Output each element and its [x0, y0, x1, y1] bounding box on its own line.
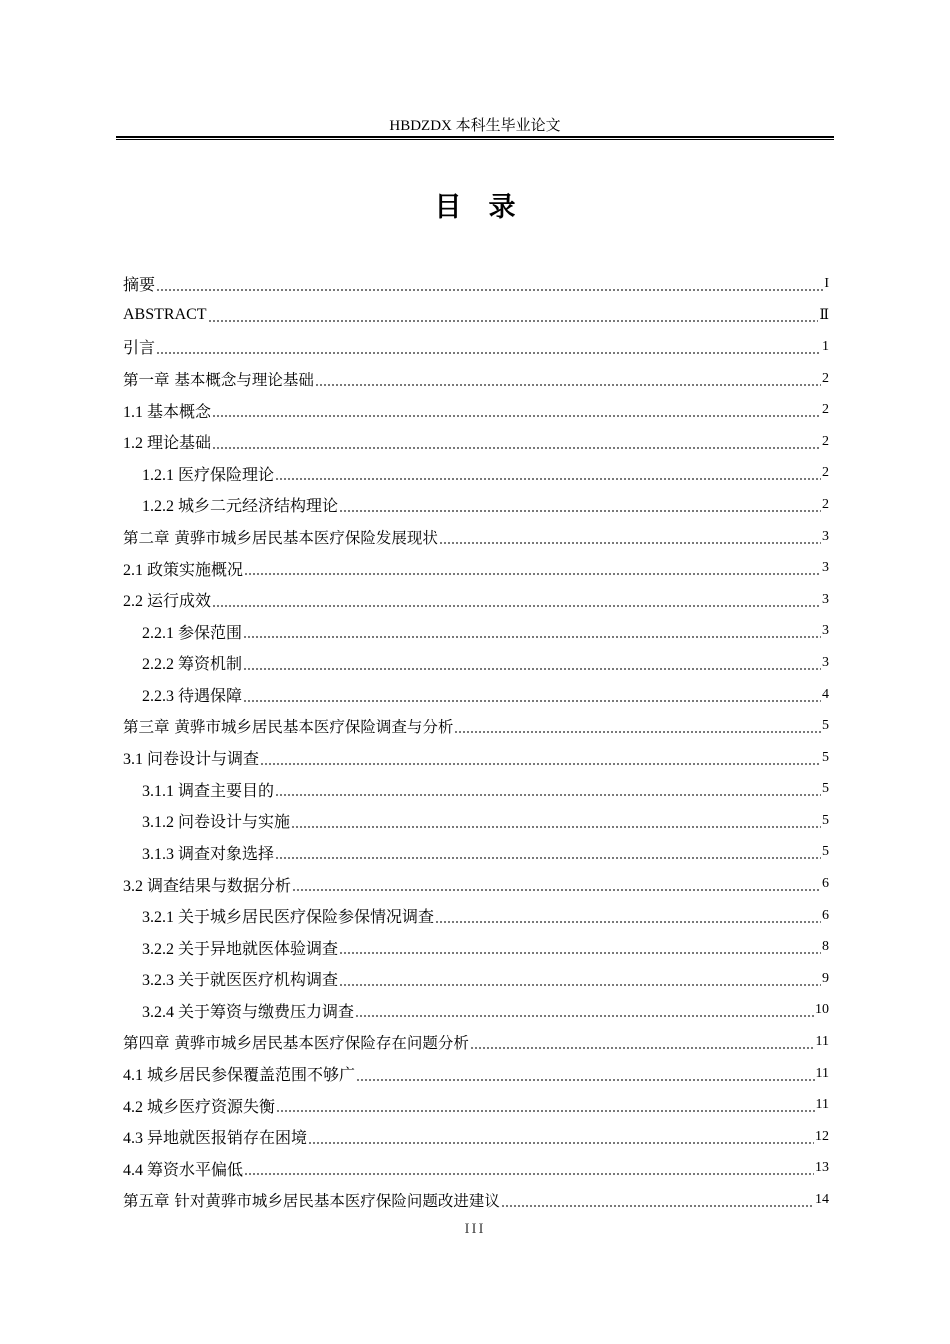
toc-entry-label: 3.2.2 关于异地就医体验调查: [142, 940, 339, 958]
toc-entry-label: 第五章 针对黄骅市城乡居民基本医疗保险问题改进建议: [123, 1192, 500, 1211]
toc-entry-page: 2: [822, 402, 829, 418]
toc-leader-dots: [276, 1096, 815, 1114]
toc-entry[interactable]: [123, 426, 829, 458]
toc-entry-label: 3.2.3 关于就医医疗机构调查: [142, 972, 339, 990]
toc-entry[interactable]: [123, 331, 829, 363]
toc-entry-label: 4.3 异地就医报销存在困境: [123, 1130, 308, 1148]
toc-entry-label: 第四章 黄骅市城乡居民基本医疗保险存在问题分析: [123, 1034, 469, 1053]
page-title: 目 录: [434, 192, 516, 223]
toc-entry-label: 第三章 黄骅市城乡居民基本医疗保险调查与分析: [123, 718, 454, 737]
toc-leader-dots: [439, 528, 821, 546]
toc-entry-page: 5: [822, 718, 829, 734]
toc-leader-dots: [208, 306, 819, 324]
toc-entry[interactable]: [123, 837, 829, 869]
toc-entry-page: 13: [815, 1160, 829, 1176]
toc-entry-label: 3.1.1 调查主要目的: [142, 782, 275, 800]
toc-entry-page: 11: [815, 1034, 829, 1050]
header-rule-thick: [116, 136, 834, 138]
toc-entry-page: 5: [822, 781, 829, 797]
toc-entry-label: 3.2 调查结果与数据分析: [123, 877, 292, 895]
toc-entry-page: 6: [822, 907, 829, 923]
toc-entry[interactable]: [123, 616, 829, 648]
toc-entry[interactable]: [123, 1184, 829, 1216]
toc-entry[interactable]: [123, 900, 829, 932]
toc-leader-dots: [156, 338, 821, 356]
toc-leader-dots: [156, 275, 823, 293]
toc-entry-page: I: [824, 275, 829, 291]
toc-entry-page: 3: [822, 654, 829, 670]
toc-entry[interactable]: [123, 963, 829, 995]
toc-entry[interactable]: [123, 584, 829, 616]
toc-leader-dots: [292, 875, 821, 893]
toc-leader-dots: [501, 1191, 814, 1209]
toc-entry-label: 引言: [123, 340, 156, 358]
toc-entry[interactable]: [123, 1089, 829, 1121]
table-of-contents: [123, 268, 829, 1216]
toc-entry-page: 9: [822, 970, 829, 986]
toc-entry[interactable]: [123, 394, 829, 426]
toc-entry[interactable]: [123, 1058, 829, 1090]
toc-entry[interactable]: [123, 805, 829, 837]
toc-entry-page: 5: [822, 749, 829, 765]
toc-leader-dots: [212, 591, 821, 609]
toc-leader-dots: [212, 401, 821, 419]
toc-leader-dots: [470, 1033, 815, 1051]
toc-entry-label: 2.2.3 待遇保障: [142, 688, 243, 706]
toc-entry-page: 11: [815, 1097, 829, 1113]
toc-entry-label: 1.1 基本概念: [123, 403, 212, 421]
toc-entry[interactable]: [123, 300, 829, 332]
toc-leader-dots: [339, 938, 821, 956]
toc-leader-dots: [339, 970, 821, 988]
toc-entry-label: 3.1.2 问卷设计与实施: [142, 814, 291, 832]
toc-entry-page: 2: [822, 465, 829, 481]
toc-entry-label: 2.2.1 参保范围: [142, 624, 243, 642]
toc-entry-label: 4.1 城乡居民参保覆盖范围不够广: [123, 1067, 356, 1085]
toc-entry-label: 2.2.2 筹资机制: [142, 656, 243, 674]
toc-entry-page: 11: [815, 1065, 829, 1081]
toc-leader-dots: [315, 370, 821, 388]
toc-entry-page: 8: [822, 939, 829, 955]
toc-entry-label: 3.2.1 关于城乡居民医疗保险参保情况调查: [142, 909, 435, 927]
toc-entry-page: 3: [822, 591, 829, 607]
toc-entry[interactable]: [123, 679, 829, 711]
toc-leader-dots: [355, 1001, 814, 1019]
toc-entry-page: 2: [822, 496, 829, 512]
toc-entry-page: Ⅱ: [819, 307, 829, 323]
toc-entry[interactable]: [123, 647, 829, 679]
toc-entry-label: 1.2 理论基础: [123, 435, 212, 453]
toc-entry-page: 14: [815, 1192, 829, 1208]
toc-entry[interactable]: [123, 521, 829, 553]
toc-leader-dots: [212, 433, 821, 451]
toc-leader-dots: [291, 812, 821, 830]
toc-entry[interactable]: [123, 710, 829, 742]
toc-entry[interactable]: [123, 363, 829, 395]
toc-entry[interactable]: [123, 868, 829, 900]
toc-entry-label: ABSTRACT: [123, 306, 207, 324]
toc-leader-dots: [454, 717, 821, 735]
toc-leader-dots: [339, 496, 821, 514]
toc-entry[interactable]: [123, 1153, 829, 1185]
toc-entry[interactable]: [123, 552, 829, 584]
toc-leader-dots: [275, 780, 821, 798]
toc-entry-page: 3: [822, 560, 829, 576]
toc-leader-dots: [243, 622, 821, 640]
toc-entry-label: 第二章 黄骅市城乡居民基本医疗保险发展现状: [123, 528, 438, 547]
toc-entry-page: 6: [822, 876, 829, 892]
toc-leader-dots: [275, 843, 821, 861]
toc-entry-label: 2.1 政策实施概况: [123, 561, 244, 579]
toc-entry-label: 2.2 运行成效: [123, 593, 212, 611]
toc-entry[interactable]: [123, 1026, 829, 1058]
toc-leader-dots: [244, 559, 821, 577]
toc-entry[interactable]: [123, 742, 829, 774]
toc-entry-label: 4.4 筹资水平偏低: [123, 1161, 244, 1179]
toc-entry[interactable]: [123, 458, 829, 490]
toc-leader-dots: [435, 907, 821, 925]
toc-entry-page: 3: [822, 623, 829, 639]
toc-entry-page: 5: [822, 812, 829, 828]
toc-entry-page: 2: [822, 433, 829, 449]
toc-entry-page: 10: [815, 1002, 829, 1018]
running-header: HBDZDX 本科生毕业论文: [389, 118, 561, 134]
toc-entry-label: 1.2.2 城乡二元经济结构理论: [142, 498, 339, 516]
toc-entry[interactable]: [123, 1121, 829, 1153]
toc-entry-page: 3: [822, 528, 829, 544]
page-number: III: [464, 1221, 486, 1237]
toc-leader-dots: [260, 749, 821, 767]
toc-entry-page: 4: [822, 686, 829, 702]
toc-leader-dots: [356, 1065, 815, 1083]
toc-entry[interactable]: [123, 489, 829, 521]
toc-entry-label: 摘要: [123, 277, 156, 295]
toc-leader-dots: [244, 1159, 814, 1177]
toc-entry-page: 12: [815, 1128, 829, 1144]
toc-entry-page: 5: [822, 844, 829, 860]
toc-leader-dots: [243, 654, 821, 672]
toc-entry-label: 3.1 问卷设计与调查: [123, 751, 260, 769]
toc-entry-page: 1: [822, 338, 829, 354]
toc-leader-dots: [275, 464, 821, 482]
toc-entry-label: 1.2.1 医疗保险理论: [142, 466, 275, 484]
toc-entry[interactable]: [123, 995, 829, 1027]
toc-entry-label: 3.2.4 关于筹资与缴费压力调查: [142, 1003, 355, 1021]
toc-entry[interactable]: [123, 931, 829, 963]
toc-entry-page: 2: [822, 370, 829, 386]
toc-leader-dots: [243, 686, 821, 704]
toc-entry-label: 3.1.3 调查对象选择: [142, 845, 275, 863]
header-rule-thin: [116, 139, 834, 140]
toc-entry[interactable]: [123, 774, 829, 806]
toc-entry[interactable]: [123, 268, 829, 300]
toc-entry-label: 第一章 基本概念与理论基础: [123, 370, 314, 389]
toc-leader-dots: [308, 1128, 814, 1146]
toc-entry-label: 4.2 城乡医疗资源失衡: [123, 1098, 276, 1116]
